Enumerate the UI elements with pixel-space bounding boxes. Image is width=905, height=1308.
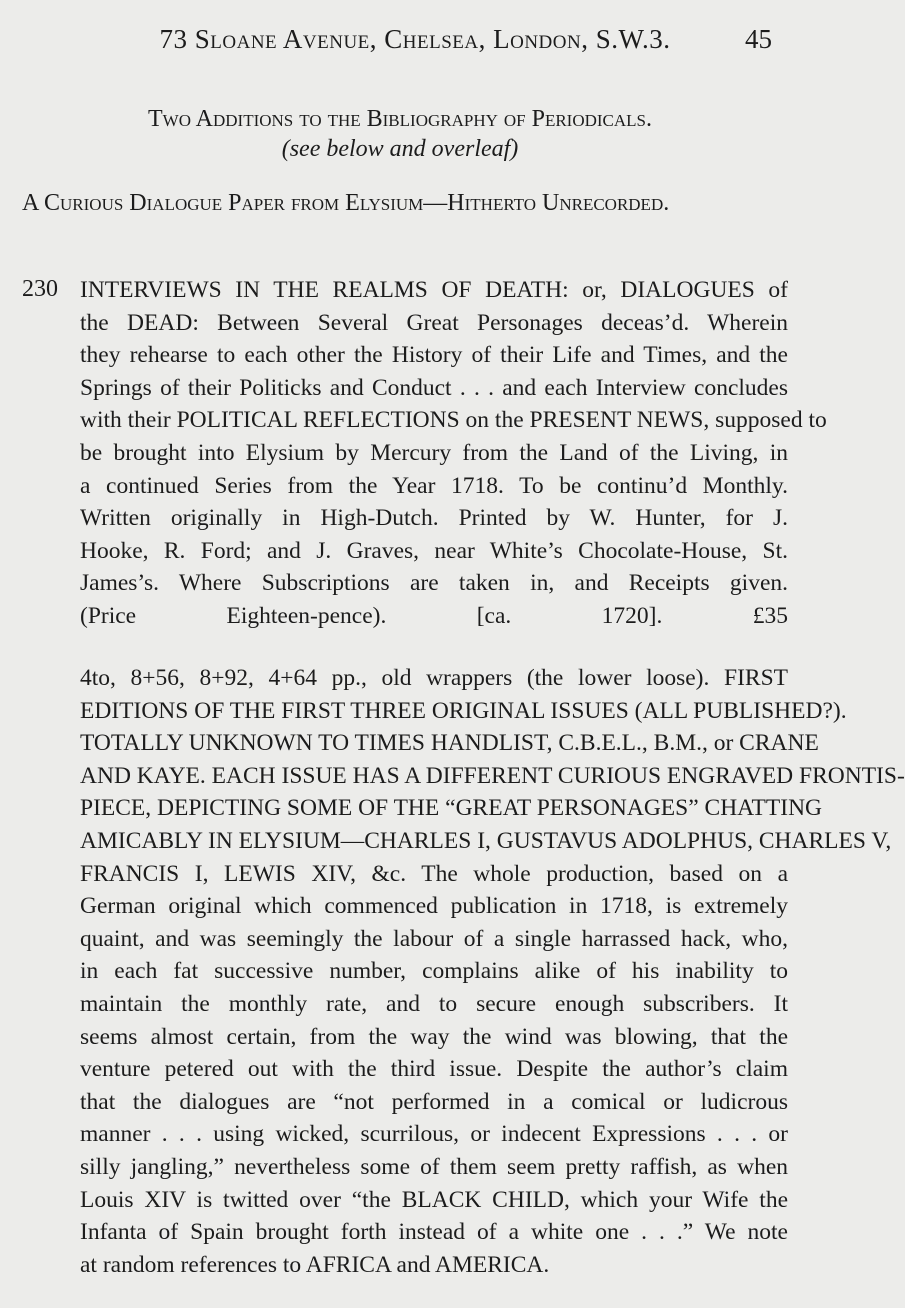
section-heading: Two Additions to the Bibliography of Periodicals. (147, 106, 653, 132)
title-line: with their POLITICAL REFLECTIONS on the PRESENT NEWS, supposed to (80, 407, 827, 434)
description-line: maintain the monthly rate, and to secure enough subscribers. It (80, 990, 788, 1017)
title-line: INTERVIEWS IN THE REALMS OF DEATH: or, DIALOGUES of (80, 277, 788, 303)
imprint-line: (Price Eighteen-pence). [ca. 1720]. (80, 602, 663, 629)
description-line: PIECE, DEPICTING SOME OF THE “GREAT PERSONAGES” CHATTING (80, 795, 823, 822)
description-line: FRANCIS I, LEWIS XIV, &c. The whole production, based on a (80, 860, 788, 887)
entry-title-block (80, 274, 827, 633)
title-line: Hooke, R. Ford; and J. Graves, near White’s Chocolate-House, St. (80, 537, 788, 564)
title-line: Springs of their Politicks and Conduct . . . and each Interview concludes (80, 374, 788, 401)
description-line: AND KAYE. EACH ISSUE HAS A DIFFERENT CURIOUS ENGRAVED FRONTIS- (80, 762, 905, 789)
entry-number: 230 (22, 276, 58, 302)
description-line: manner . . . using wicked, scurrilous, or indecent Expressions . . . or (80, 1121, 788, 1148)
description-line: 4to, 8+56, 8+92, 4+64 pp., old wrappers (the lower loose). FIRST (80, 665, 788, 691)
imprint-price-row (80, 600, 788, 633)
description-line: at random references to AFRICA and AMERICA. (80, 1251, 550, 1278)
description-line: Infanta of Spain brought forth instead of a white one . . .” We note (80, 1219, 788, 1246)
description-line: seems almost certain, from the way the wind was blowing, that the (80, 1023, 788, 1050)
curious-dialogue-notice: A Curious Dialogue Paper from Elysium—Hitherto Unrecorded. (22, 190, 670, 216)
description-line: AMICABLY IN ELYSIUM—CHARLES I, GUSTAVUS ADOLPHUS, CHARLES V, (80, 827, 892, 854)
running-head: 73 Sloane Avenue, Chelsea, London, S.W.3. (159, 24, 671, 54)
title-line: the DEAD: Between Several Great Personages deceas’d. Wherein (80, 309, 788, 336)
price: £35 (752, 602, 789, 629)
title-line: Written originally in High-Dutch. Printed by W. Hunter, for J. (80, 505, 788, 532)
title-line: James’s. Where Subscriptions are taken in, and Receipts given. (80, 570, 788, 597)
description-line: venture petered out with the third issue. Despite the author’s claim (80, 1056, 788, 1083)
description-line: EDITIONS OF THE FIRST THREE ORIGINAL ISSUES (ALL PUBLISHED?). (80, 697, 847, 724)
description-line: German original which commenced publication in 1718, is extremely (80, 893, 788, 920)
description-line: silly jangling,” nevertheless some of them seem pretty raffish, as when (80, 1153, 788, 1180)
description-line: Louis XIV is twitted over “the BLACK CHILD, which your Wife the (80, 1186, 788, 1213)
entry-description-block (80, 662, 905, 1281)
description-line: in each fat successive number, complains alike of his inability to (80, 958, 788, 985)
section-note: (see below and overleaf) (281, 136, 519, 162)
description-line: that the dialogues are “not performed in a comical or ludicrous (80, 1088, 788, 1115)
title-line: they rehearse to each other the History of their Life and Times, and the (80, 342, 788, 369)
title-line: be brought into Elysium by Mercury from the Land of the Living, in (80, 439, 788, 466)
description-line: TOTALLY UNKNOWN TO TIMES HANDLIST, C.B.E.L., B.M., or CRANE (80, 730, 819, 757)
title-line: a continued Series from the Year 1718. To be continu’d Monthly. (80, 472, 788, 499)
description-line: quaint, and was seemingly the labour of a single harrassed hack, who, (80, 925, 788, 952)
page-number: 45 (745, 24, 772, 54)
